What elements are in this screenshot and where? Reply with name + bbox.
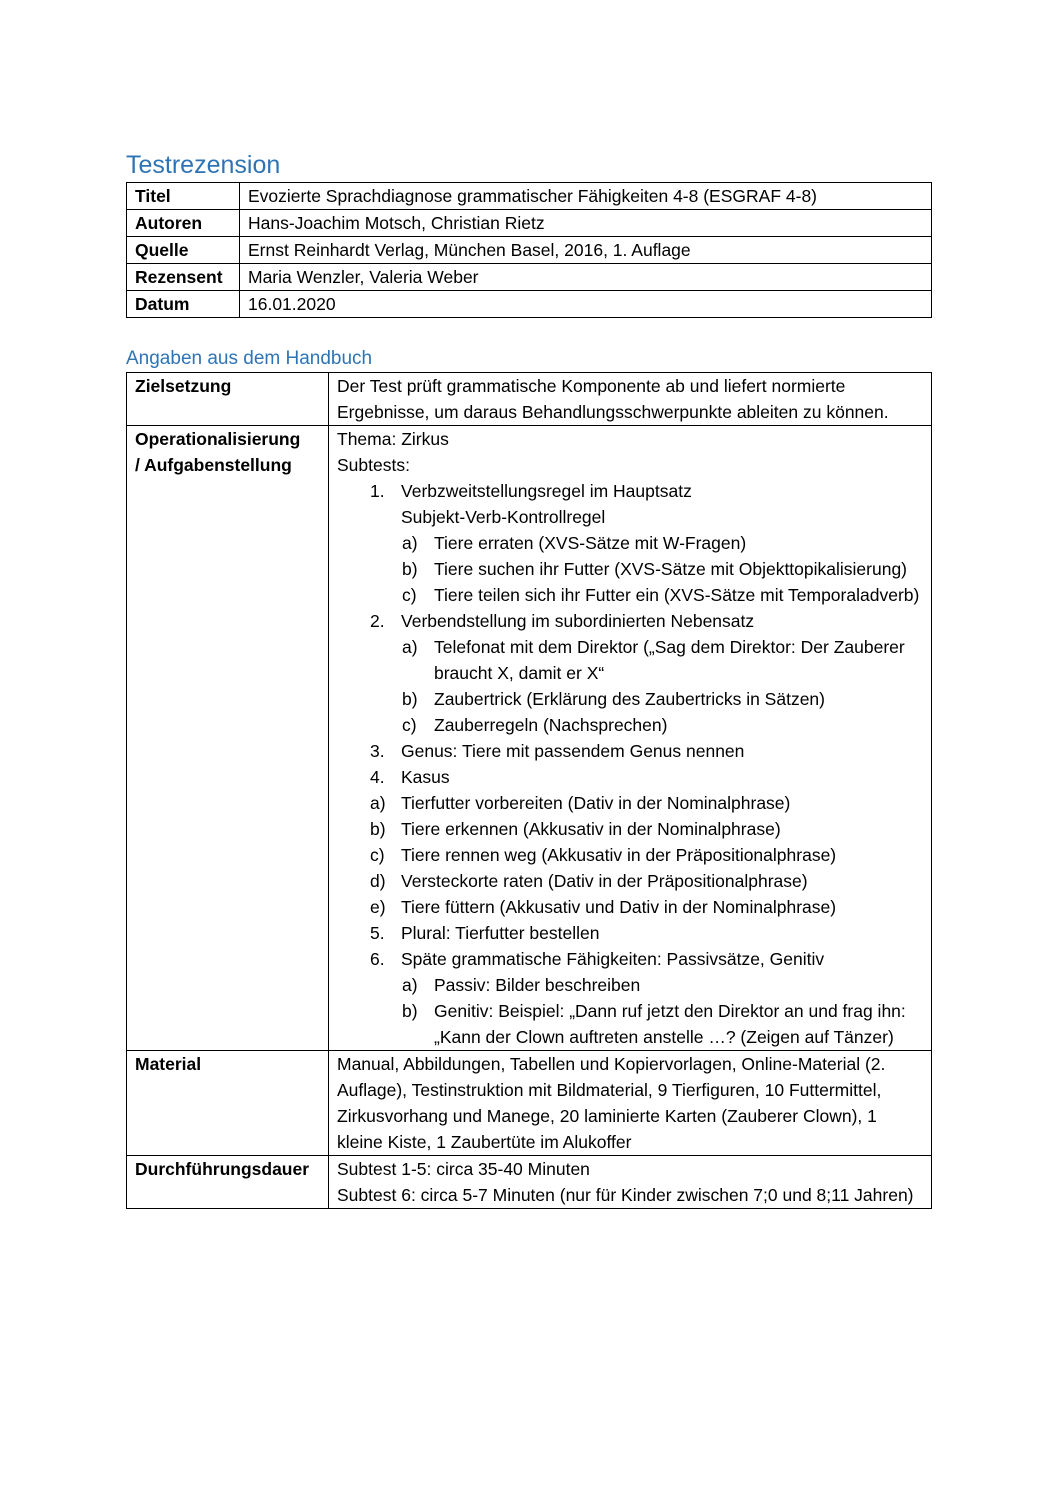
list-text: Tiere erraten (XVS-Sätze mit W-Fragen) — [434, 533, 747, 553]
list-letter: a) — [402, 533, 418, 553]
list-item — [337, 816, 923, 842]
list-letter: c) — [402, 715, 417, 735]
meta-label: Quelle — [127, 237, 240, 264]
list-text: Passiv: Bilder beschreiben — [434, 975, 641, 995]
material-text: Manual, Abbildungen, Tabellen und Kopiervorlagen, Online-Material (2. Auflage), Testinstruktion mit Bildmaterial, 9 Tierfiguren, 10 Futtermittel, Zirkusvorhang und Manege, 20 laminierte Karten (Zauberer Clown), 1 kleine Kiste, 1 Zaubertüte im Alukoffer — [329, 1051, 932, 1156]
list-number: 1. — [370, 481, 385, 501]
list-item — [337, 920, 923, 946]
list-item — [337, 530, 923, 556]
list-number: 2. — [370, 611, 385, 631]
meta-label: Rezensent — [127, 264, 240, 291]
meta-value: Evozierte Sprachdiagnose grammatischer Fähigkeiten 4-8 (ESGRAF 4-8) — [240, 183, 932, 210]
list-item — [337, 868, 923, 894]
metadata-table — [126, 182, 932, 318]
list-text: Verbendstellung im subordinierten Nebensatz — [401, 611, 755, 631]
list-number: 3. — [370, 741, 385, 761]
list-item — [337, 738, 923, 764]
list-text: Telefonat mit dem Direktor („Sag dem Direktor: Der Zauberer braucht X, damit er X“ — [434, 637, 905, 683]
list-text: Kasus — [401, 767, 450, 787]
list-item — [337, 842, 923, 868]
material-label: Material — [127, 1051, 329, 1156]
document-page — [126, 148, 932, 1209]
list-item — [337, 764, 923, 790]
list-text: Verbzweitstellungsregel im Hauptsatz — [401, 481, 692, 501]
label-line: Operationalisierung — [135, 429, 301, 449]
list-number: 4. — [370, 767, 385, 787]
meta-value: Ernst Reinhardt Verlag, München Basel, 2016, 1. Auflage — [240, 237, 932, 264]
list-letter: c) — [370, 845, 385, 865]
list-item — [337, 608, 923, 634]
list-text: Tiere suchen ihr Futter (XVS-Sätze mit Objekttopikalisierung) — [434, 559, 908, 579]
list-text: Tierfutter vorbereiten (Dativ in der Nominalphrase) — [401, 793, 791, 813]
meta-value: 16.01.2020 — [240, 291, 932, 318]
list-letter: a) — [370, 793, 386, 813]
list-text: Versteckorte raten (Dativ in der Präpositionalphrase) — [401, 871, 808, 891]
dauer-line: Subtest 1-5: circa 35-40 Minuten — [337, 1159, 590, 1179]
list-letter: b) — [402, 1001, 418, 1021]
list-text: Zaubertrick (Erklärung des Zaubertricks in Sätzen) — [434, 689, 825, 709]
list-item — [337, 790, 923, 816]
list-item — [337, 634, 923, 686]
list-text: Zauberregeln (Nachsprechen) — [434, 715, 668, 735]
list-text: Tiere erkennen (Akkusativ in der Nominalphrase) — [401, 819, 781, 839]
table-row — [127, 426, 932, 1051]
list-text: Tiere rennen weg (Akkusativ in der Präpositionalphrase) — [401, 845, 837, 865]
label-line: / Aufgabenstellung — [135, 455, 292, 475]
list-letter: b) — [402, 689, 418, 709]
operationalisierung-content — [329, 426, 932, 1051]
meta-label: Datum — [127, 291, 240, 318]
list-text: Tiere teilen sich ihr Futter ein (XVS-Sätze mit Temporaladverb) — [434, 585, 920, 605]
list-text: Späte grammatische Fähigkeiten: Passivsätze, Genitiv — [401, 949, 825, 969]
list-item — [337, 998, 923, 1050]
list-text: Tiere füttern (Akkusativ und Dativ in der Nominalphrase) — [401, 897, 837, 917]
meta-value: Maria Wenzler, Valeria Weber — [240, 264, 932, 291]
document-title: Testrezension — [126, 151, 281, 179]
meta-label: Autoren — [127, 210, 240, 237]
list-letter: a) — [402, 637, 418, 657]
thema-text: Thema: Zirkus — [337, 429, 449, 449]
table-row — [127, 1156, 932, 1209]
dauer-label: Durchführungsdauer — [127, 1156, 329, 1209]
meta-value: Hans-Joachim Motsch, Christian Rietz — [240, 210, 932, 237]
list-text: Plural: Tierfutter bestellen — [401, 923, 600, 943]
table-row — [127, 264, 932, 291]
zielsetzung-label: Zielsetzung — [127, 373, 329, 426]
operationalisierung-label — [127, 426, 329, 1051]
list-number: 6. — [370, 949, 385, 969]
list-item — [337, 478, 923, 530]
list-item — [337, 712, 923, 738]
list-item — [337, 946, 923, 972]
list-letter: a) — [402, 975, 418, 995]
table-row — [127, 237, 932, 264]
list-letter: b) — [402, 559, 418, 579]
list-item — [337, 556, 923, 582]
table-row — [127, 291, 932, 318]
list-letter: c) — [402, 585, 417, 605]
table-row — [127, 1051, 932, 1156]
list-letter: d) — [370, 871, 386, 891]
list-item — [337, 894, 923, 920]
list-number: 5. — [370, 923, 385, 943]
table-row — [127, 210, 932, 237]
meta-label: Titel — [127, 183, 240, 210]
list-text: Genus: Tiere mit passendem Genus nennen — [401, 741, 745, 761]
zielsetzung-text: Der Test prüft grammatische Komponente ab und liefert normierte Ergebnisse, um daraus Behandlungsschwerpunkte ableiten zu können. — [329, 373, 932, 426]
list-item — [337, 582, 923, 608]
section-heading: Angaben aus dem Handbuch — [126, 348, 373, 369]
list-letter: e) — [370, 897, 386, 917]
handbook-table — [126, 372, 932, 1209]
dauer-line: Subtest 6: circa 5-7 Minuten (nur für Kinder zwischen 7;0 und 8;11 Jahren) — [337, 1185, 914, 1205]
subtests-label: Subtests: — [337, 455, 410, 475]
list-text: Subjekt-Verb-Kontrollregel — [401, 507, 606, 527]
table-row — [127, 373, 932, 426]
list-item — [337, 686, 923, 712]
list-letter: b) — [370, 819, 386, 839]
table-row — [127, 183, 932, 210]
list-item — [337, 972, 923, 998]
list-text: Genitiv: Beispiel: „Dann ruf jetzt den Direktor an und frag ihn: „Kann der Clown auftreten anstelle …? (Zeigen auf Tänzer) — [434, 1001, 906, 1047]
dauer-content — [329, 1156, 932, 1209]
